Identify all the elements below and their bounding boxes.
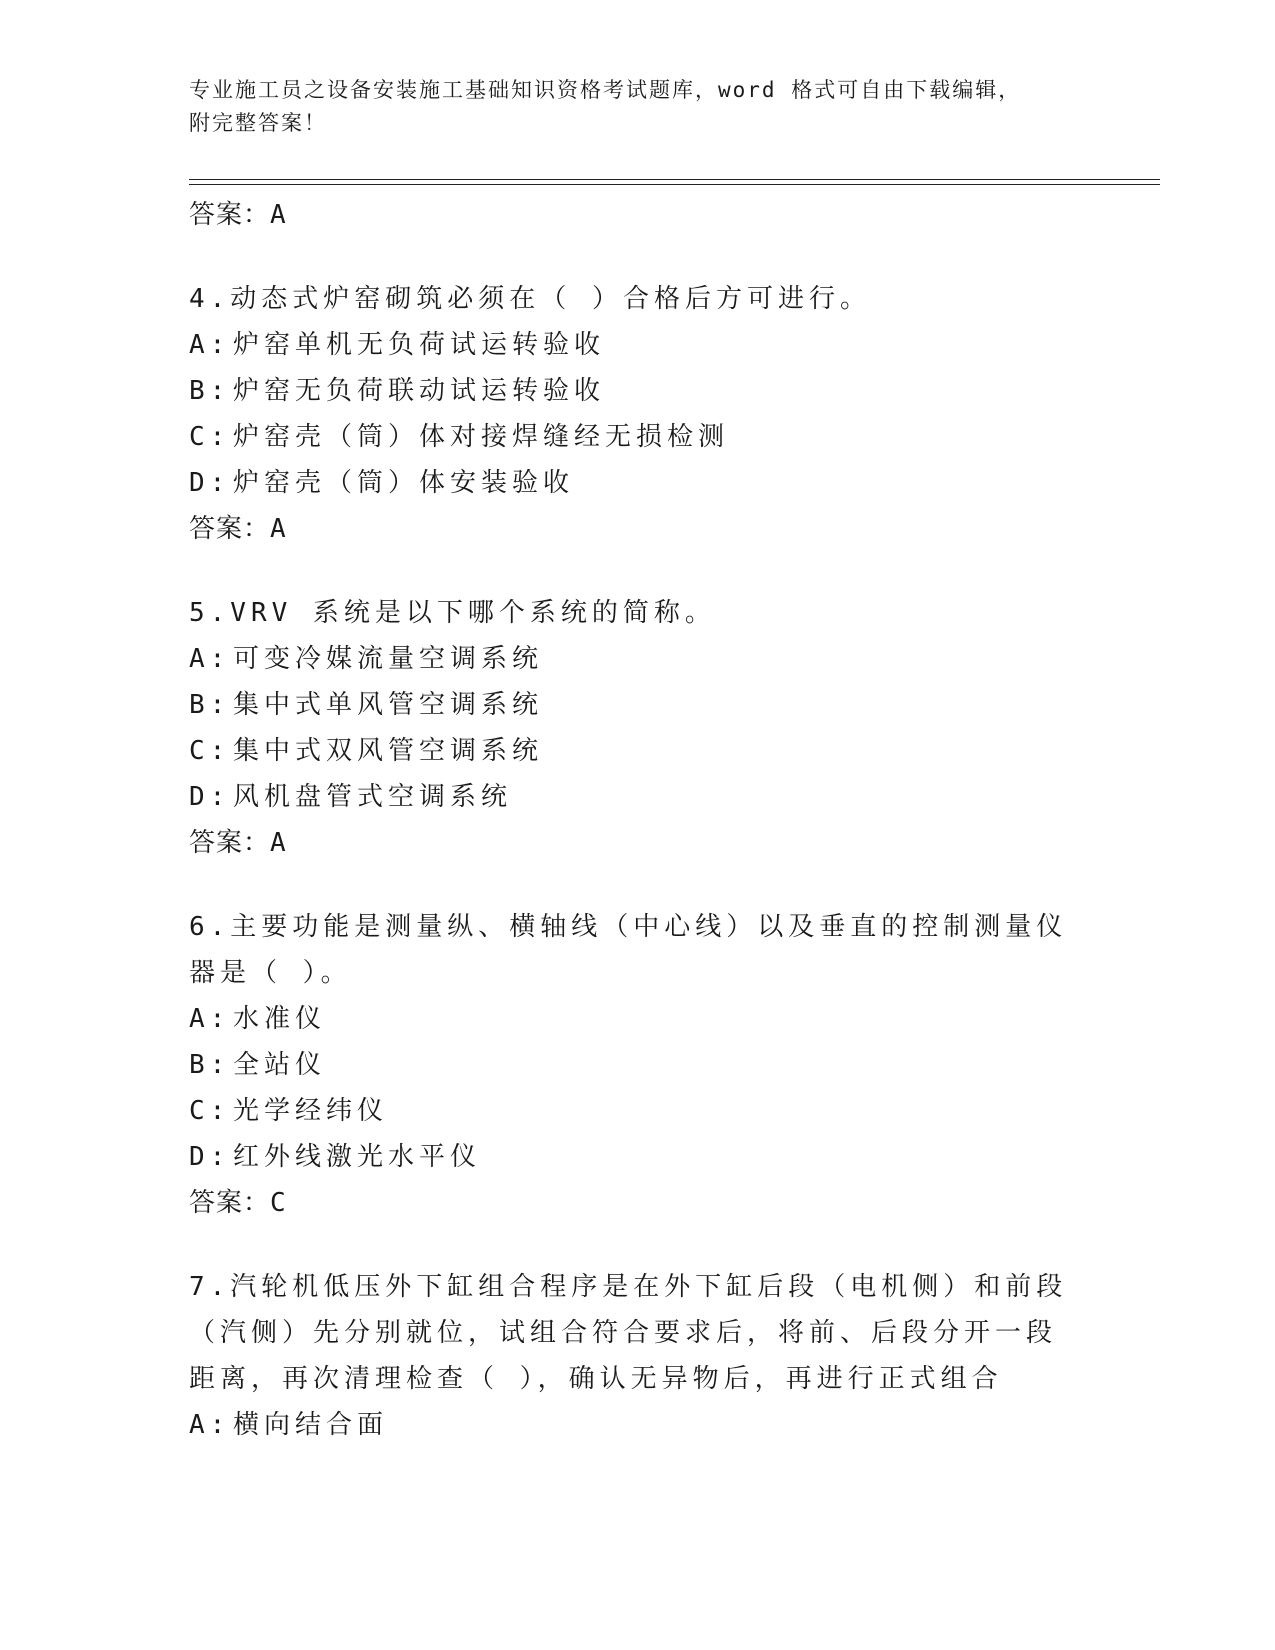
answer-label: 答案： bbox=[189, 200, 271, 230]
option-letter: A: bbox=[189, 1004, 231, 1034]
option-a bbox=[189, 1402, 1069, 1448]
option-text: 炉窑壳（筒）体安装验收 bbox=[233, 468, 575, 498]
answer-line bbox=[189, 192, 1069, 238]
option-letter: B: bbox=[189, 690, 231, 720]
option-text: 水准仪 bbox=[233, 1004, 327, 1034]
option-a bbox=[189, 322, 1069, 368]
question-5 bbox=[189, 590, 1069, 866]
question-6 bbox=[189, 904, 1069, 1226]
question-stem: 7.汽轮机低压外下缸组合程序是在外下缸后段（电机侧）和前段（汽侧）先分别就位，试组合符合要求后，将前、后段分开一段距离，再次清理检查（ ），确认无异物后，再进行正式组合 bbox=[189, 1272, 1068, 1394]
answer-value: C bbox=[270, 1188, 287, 1218]
answer-value: A bbox=[270, 514, 287, 544]
option-b bbox=[189, 368, 1069, 414]
option-letter: A: bbox=[189, 644, 231, 674]
document-body bbox=[189, 192, 1069, 1448]
answer-line bbox=[189, 506, 1069, 552]
option-c bbox=[189, 1088, 1069, 1134]
option-text: 红外线激光水平仪 bbox=[233, 1142, 482, 1172]
option-b bbox=[189, 1042, 1069, 1088]
answer-label: 答案： bbox=[189, 514, 271, 544]
option-c bbox=[189, 414, 1069, 460]
option-a bbox=[189, 636, 1069, 682]
option-letter: C: bbox=[189, 422, 231, 452]
option-d bbox=[189, 1134, 1069, 1180]
question-7 bbox=[189, 1264, 1069, 1448]
page-header bbox=[189, 74, 1069, 140]
option-text: 炉窑单机无负荷试运转验收 bbox=[233, 330, 606, 360]
option-text: 集中式双风管空调系统 bbox=[233, 736, 544, 766]
option-letter: D: bbox=[189, 782, 231, 812]
answer-line bbox=[189, 1180, 1069, 1226]
option-text: 光学经纬仪 bbox=[233, 1096, 389, 1126]
answer-value: A bbox=[270, 828, 287, 858]
option-text: 横向结合面 bbox=[233, 1410, 389, 1440]
answer-label: 答案： bbox=[189, 1188, 271, 1218]
question-stem: 4.动态式炉窑砌筑必须在（ ）合格后方可进行。 bbox=[189, 284, 871, 314]
option-c bbox=[189, 728, 1069, 774]
header-divider-bottom bbox=[189, 184, 1160, 185]
option-letter: D: bbox=[189, 1142, 231, 1172]
option-a bbox=[189, 996, 1069, 1042]
header-line-2: 附完整答案！ bbox=[189, 111, 327, 135]
option-text: 集中式单风管空调系统 bbox=[233, 690, 544, 720]
option-d bbox=[189, 774, 1069, 820]
option-b bbox=[189, 682, 1069, 728]
question-4 bbox=[189, 276, 1069, 552]
option-letter: B: bbox=[189, 376, 231, 406]
option-text: 可变冷媒流量空调系统 bbox=[233, 644, 544, 674]
question-stem: 6.主要功能是测量纵、横轴线（中心线）以及垂直的控制测量仪器是（ ）。 bbox=[189, 912, 1068, 988]
option-letter: D: bbox=[189, 468, 231, 498]
option-letter: B: bbox=[189, 1050, 231, 1080]
option-letter: A: bbox=[189, 330, 231, 360]
answer-label: 答案： bbox=[189, 828, 271, 858]
option-text: 风机盘管式空调系统 bbox=[233, 782, 513, 812]
answer-value: A bbox=[270, 200, 287, 230]
header-divider-top bbox=[189, 179, 1160, 180]
option-text: 炉窑壳（筒）体对接焊缝经无损检测 bbox=[233, 422, 730, 452]
option-letter: C: bbox=[189, 736, 231, 766]
answer-line bbox=[189, 820, 1069, 866]
question-stem: 5.VRV 系统是以下哪个系统的简称。 bbox=[189, 598, 716, 628]
option-text: 全站仪 bbox=[233, 1050, 327, 1080]
option-text: 炉窑无负荷联动试运转验收 bbox=[233, 376, 606, 406]
option-letter: A: bbox=[189, 1410, 231, 1440]
header-line-1: 专业施工员之设备安装施工基础知识资格考试题库，word 格式可自由下载编辑， bbox=[189, 78, 1022, 102]
option-d bbox=[189, 460, 1069, 506]
option-letter: C: bbox=[189, 1096, 231, 1126]
